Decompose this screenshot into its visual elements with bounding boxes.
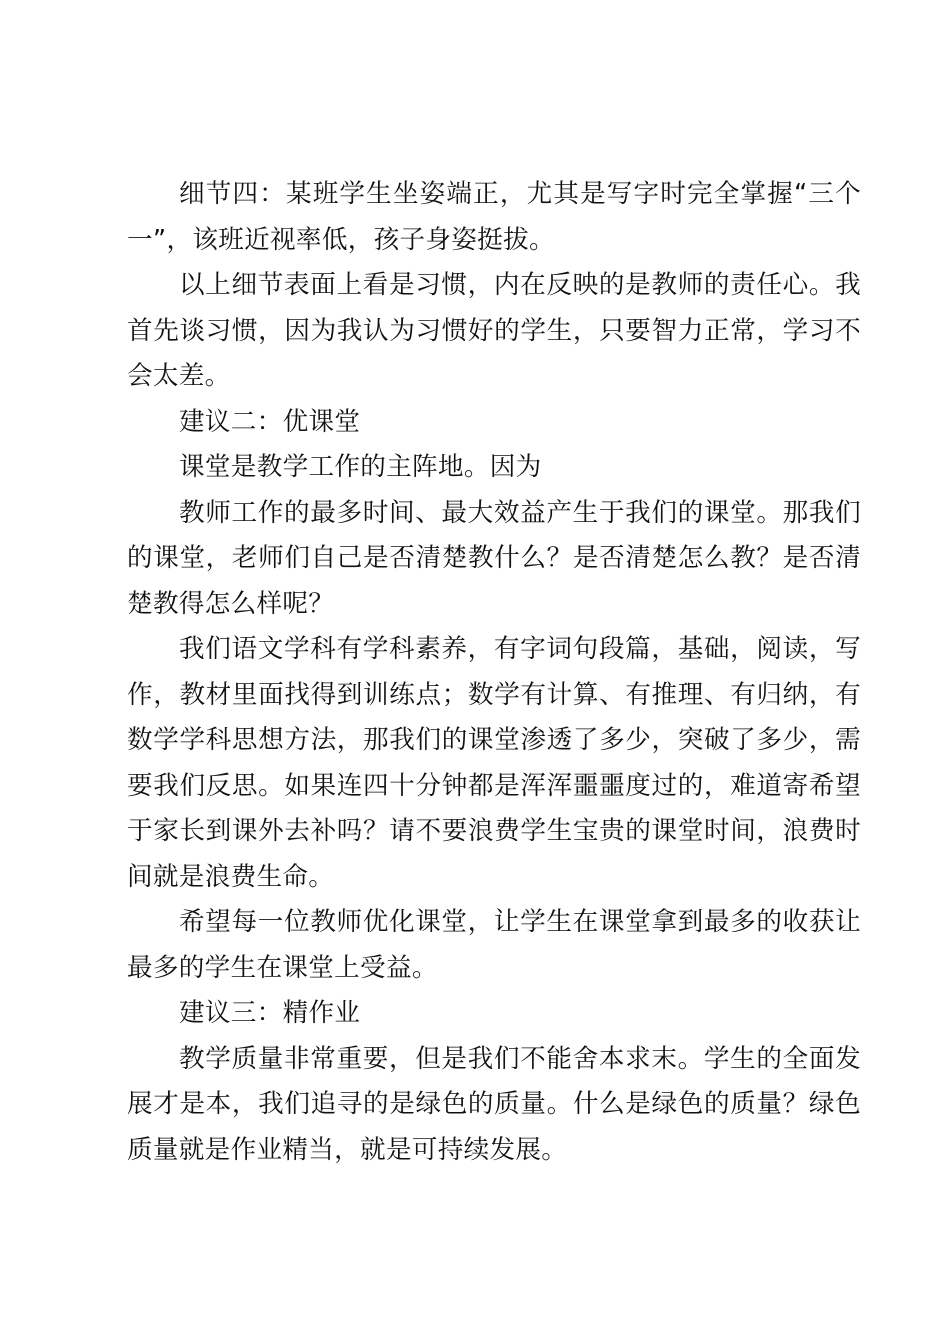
paragraph-classroom-time: 教师工作的最多时间、最大效益产生于我们的课堂。那我们的课堂，老师们自己是否清楚教什么？是否清楚怎么教？是否清楚教得怎么样呢？: [127, 497, 861, 619]
paragraph-subject-literacy: 我们语文学科有学科素养，有字词句段篇，基础，阅读，写作，教材里面找得到训练点；数学有计算、有推理、有归纳，有数学学科思想方法，那我们的课堂渗透了多少，突破了多少，需要我们反思。如果连四十分钟都是浑浑噩噩度过的，难道寄希望于家长到课外去补吗？请不要浪费学生宝贵的课堂时间，浪费时间就是浪费生命。: [127, 634, 861, 892]
paragraph-optimize-classroom: 希望每一位教师优化课堂，让学生在课堂拿到最多的收获让最多的学生在课堂上受益。: [127, 907, 861, 983]
paragraph-green-quality: 教学质量非常重要，但是我们不能舍本求末。学生的全面发展才是本，我们追寻的是绿色的质量。什么是绿色的质量？绿色质量就是作业精当，就是可持续发展。: [127, 1043, 861, 1165]
heading-suggestion-two: 建议二：优课堂: [179, 406, 361, 437]
document-body: [127, 172, 861, 1173]
paragraph-detail-four: 细节四：某班学生坐姿端正，尤其是写字时完全掌握“三个一”，该班近视率低，孩子身姿挺拔。: [127, 179, 861, 255]
paragraph-classroom-main: 课堂是教学工作的主阵地。因为: [179, 452, 542, 482]
heading-suggestion-three: 建议三：精作业: [179, 998, 361, 1028]
paragraph-habits-summary: 以上细节表面上看是习惯，内在反映的是教师的责任心。我首先谈习惯，因为我认为习惯好的学生，只要智力正常，学习不会太差。: [127, 270, 861, 391]
